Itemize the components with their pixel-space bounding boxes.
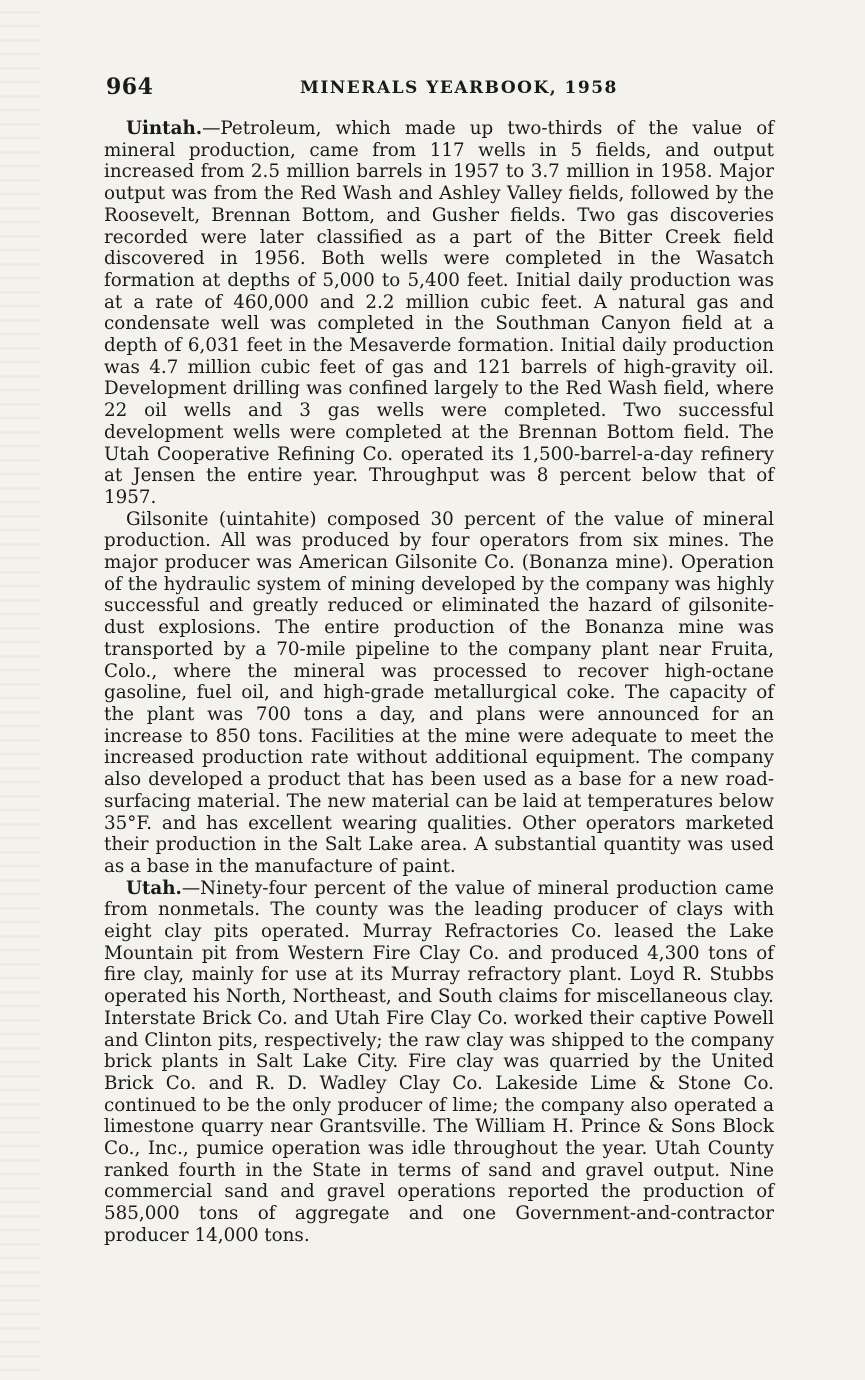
- running-head: MINERALS YEARBOOK, 1958: [300, 78, 618, 98]
- paragraph-text: —Petroleum, which made up two-thirds of the value of mineral production, came from 117 wells in 5 fields, and output increased from 2.5 million barrels in 1957 to 3.7 million in 1958. Major output was from the Red Wash and Ashley Valley fields, followed by the Roosevelt, Brennan Bottom, and Gusher fields. Two gas discoveries recorded were later classified as a part of the Bitter Creek field discovered in 1956. Both wells were completed in the Wasatch formation at depths of 5,000 to 5,400 feet. Initial daily production was at a rate of 460,000 and 2.2 million cubic feet. A natural gas and condensate well was completed in the Southman Canyon field at a depth of 6,031 feet in the Mesaverde formation. Initial daily production was 4.7 million cubic feet of gas and 121 barrels of high-gravity oil. Development drilling was confined largely to the Red Wash field, where 22 oil wells and 3 gas wells were completed. Two successful development wells were completed at the Brennan Bottom field. The Utah Cooperative Refining Co. operated its 1,500-barrel-a-day refinery at Jensen the entire year. Throughput was 8 percent below that of 1957.: [104, 118, 774, 508]
- body-text: [104, 118, 774, 1247]
- run-in-heading-utah: Utah.: [126, 877, 182, 899]
- paragraph-gilsonite: [104, 509, 774, 878]
- paragraph-text: Gilsonite (uintahite) composed 30 percent of the value of mineral production. All was produced by four operators from six mines. The major producer was American Gilsonite Co. (Bonanza mine). Operation of the hydraulic system of mining developed by the company was highly successful and greatly reduced or eliminated the hazard of gilsonite-dust explosions. The entire production of the Bonanza mine was transported by a 70-mile pipeline to the company plant near Fruita, Colo., where the mineral was processed to recover high-octane gasoline, fuel oil, and high-grade metallurgical coke. The capacity of the plant was 700 tons a day, and plans were announced for an increase to 850 tons. Facilities at the mine were adequate to meet the increased production rate without additional equipment. The company also developed a product that has been used as a base for a new road-surfacing material. The new material can be laid at temperatures below 35°F. and has excellent wearing qualities. Other operators marketed their production in the Salt Lake area. A substantial quantity was used as a base in the manufacture of paint.: [104, 508, 774, 877]
- paragraph-uintah: [104, 118, 774, 509]
- page-number: 964: [106, 74, 154, 100]
- scan-edge-noise: [0, 0, 40, 1380]
- paragraph-utah: [104, 878, 774, 1247]
- paragraph-text: —Ninety-four percent of the value of mineral production came from nonmetals. The county was the leading producer of clays with eight clay pits operated. Murray Refractories Co. leased the Lake Mountain pit from Western Fire Clay Co. and produced 4,300 tons of fire clay, mainly for use at its Murray refractory plant. Loyd R. Stubbs operated his North, Northeast, and South claims for miscellaneous clay. Interstate Brick Co. and Utah Fire Clay Co. worked their captive Powell and Clinton pits, respectively; the raw clay was shipped to the company brick plants in Salt Lake City. Fire clay was quarried by the United Brick Co. and R. D. Wadley Clay Co. Lakeside Lime & Stone Co. continued to be the only producer of lime; the company also operated a limestone quarry near Grantsville. The William H. Prince & Sons Block Co., Inc., pumice operation was idle throughout the year. Utah County ranked fourth in the State in terms of sand and gravel output. Nine commercial sand and gravel operations reported the production of 585,000 tons of aggregate and one Government-and-contractor producer 14,000 tons.: [104, 877, 774, 1246]
- run-in-heading-uintah: Uintah.: [126, 118, 203, 139]
